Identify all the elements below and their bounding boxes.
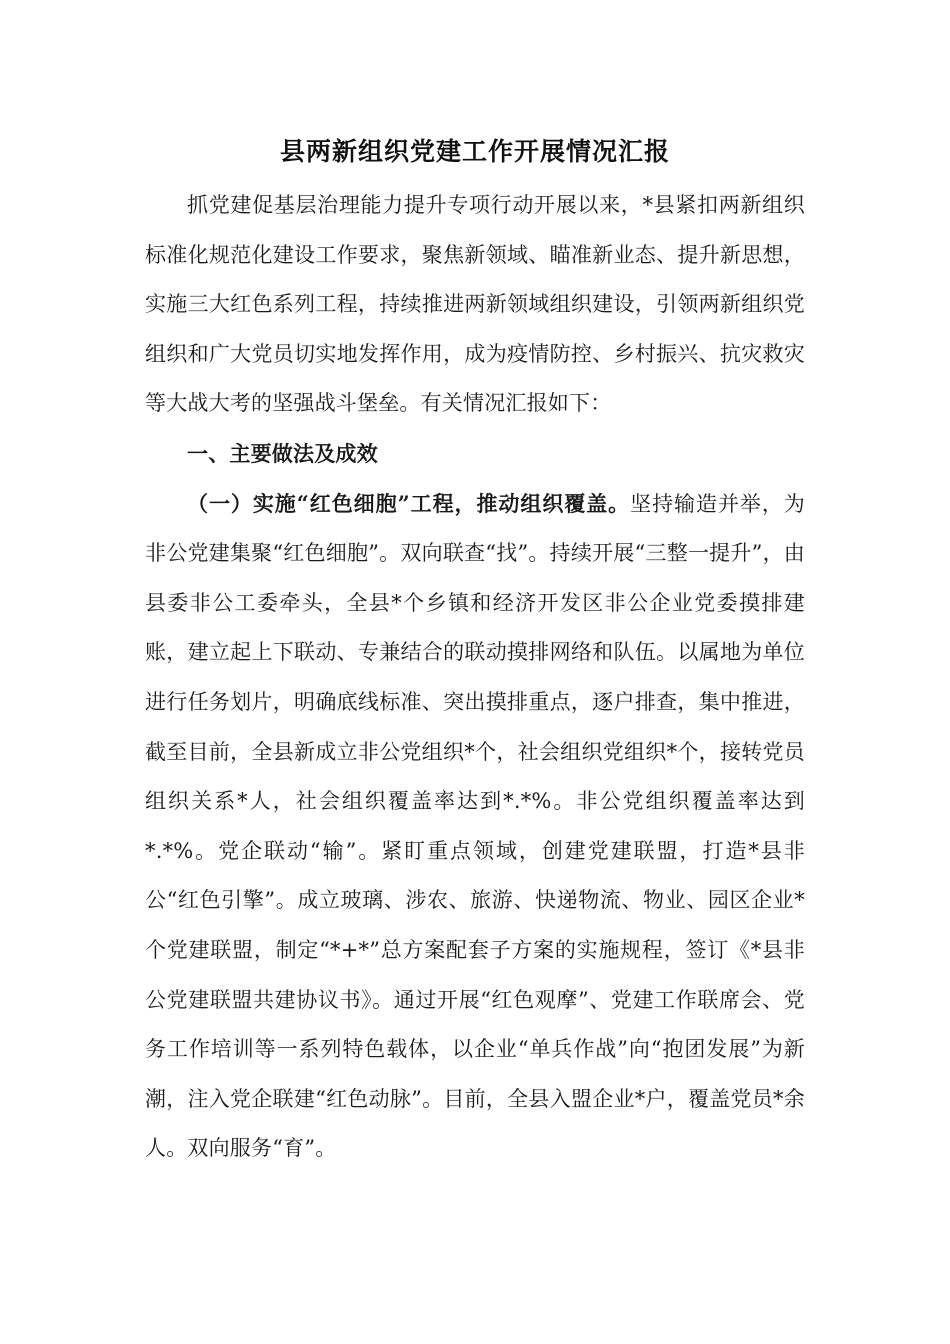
subsection-body: 坚持输造并举，为非公党建集聚“红色细胞”。双向联查“找”。持续开展“三整一提升”，由县委非公工委牵头，全县*个乡镇和经济开发区非公企业党委摸排建账，建立起上下联动、专兼结合的联动摸排网络和队伍。以属地为单位进行任务划片，明确底线标准、突出摸排重点，逐户排查，集中推进，截至目前，全县新成立非公党组织*个，社会组织党组织*个，接转党员组织关系*人，社会组织覆盖率达到*.*%。非公党组织覆盖率达到*.*%。党企联动“输”。紧盯重点领域，创建党建联盟，打造*县非公“红色引擎”。成立玻璃、涉农、旅游、快递物流、物业、园区企业*个党建联盟，制定“*+*”总方案配套子方案的实施规程，签订《*县非公党建联盟共建协议书》。通过开展“红色观摩”、党建工作联席会、党务工作培训等一系列特色载体，以企业“单兵作战”向“抱团发展”为新潮，注入党企联建“红色动脉”。目前，全县入盟企业*户，覆盖党员*余人。双向服务“育”。 [145, 491, 805, 1161]
subsection-paragraph [145, 479, 805, 1174]
document-title: 县两新组织党建工作开展情况汇报 [279, 137, 670, 166]
subsection-heading: （一）实施“红色细胞”工程，推动组织覆盖。 [187, 490, 631, 516]
document-body [145, 181, 805, 1174]
section-heading: 一、主要做法及成效 [187, 440, 378, 466]
intro-paragraph: 抓党建促基层治理能力提升专项行动开展以来，*县紧扣两新组织标准化规范化建设工作要求，聚焦新领域、瞄准新业态、提升新思想，实施三大红色系列工程，持续推进两新领域组织建设，引领两新组织党组织和广大党员切实地发挥作用，成为疫情防控、乡村振兴、抗灾救灾等大战大考的坚强战斗堡垒。有关情况汇报如下： [145, 193, 805, 416]
